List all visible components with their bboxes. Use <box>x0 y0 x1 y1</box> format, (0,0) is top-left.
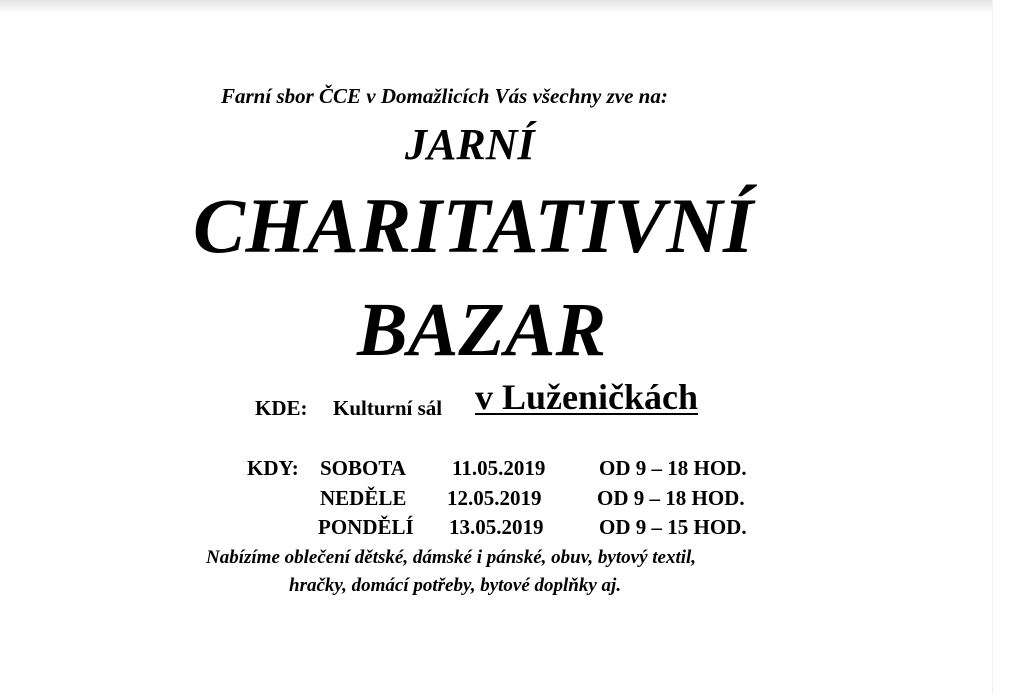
schedule-time: OD 9 – 15 HOD. <box>599 515 747 539</box>
invitation-line: Farní sbor ČCE v Domažlicích Vás všechny zve na: <box>221 84 668 108</box>
schedule-label: KDY: <box>247 456 299 480</box>
schedule-day: PONDĚLÍ <box>318 515 414 539</box>
location-label: KDE: <box>255 396 308 420</box>
viewer-top-shadow <box>0 0 1015 14</box>
schedule-time: OD 9 – 18 HOD. <box>597 486 745 510</box>
location-place: v Luženičkách <box>475 377 699 417</box>
location-venue: Kulturní sál <box>333 396 443 420</box>
schedule-date: 12.05.2019 <box>447 486 542 510</box>
title-charitativni: CHARITATIVNÍ <box>193 182 754 269</box>
offer-line: hračky, domácí potřeby, bytové doplňky aj. <box>289 575 622 596</box>
title-bazar: BAZAR <box>357 288 607 372</box>
offer-line: Nabízíme oblečení dětské, dámské i pánské, obuv, bytový textil, <box>206 547 697 568</box>
page-right-margin <box>992 0 1015 694</box>
schedule-date: 13.05.2019 <box>449 515 544 539</box>
schedule-date: 11.05.2019 <box>452 456 546 480</box>
schedule-day: NEDĚLE <box>320 486 407 510</box>
schedule-time: OD 9 – 18 HOD. <box>599 456 747 480</box>
schedule-day: SOBOTA <box>320 456 406 480</box>
title-jarni: JARNÍ <box>405 120 535 169</box>
